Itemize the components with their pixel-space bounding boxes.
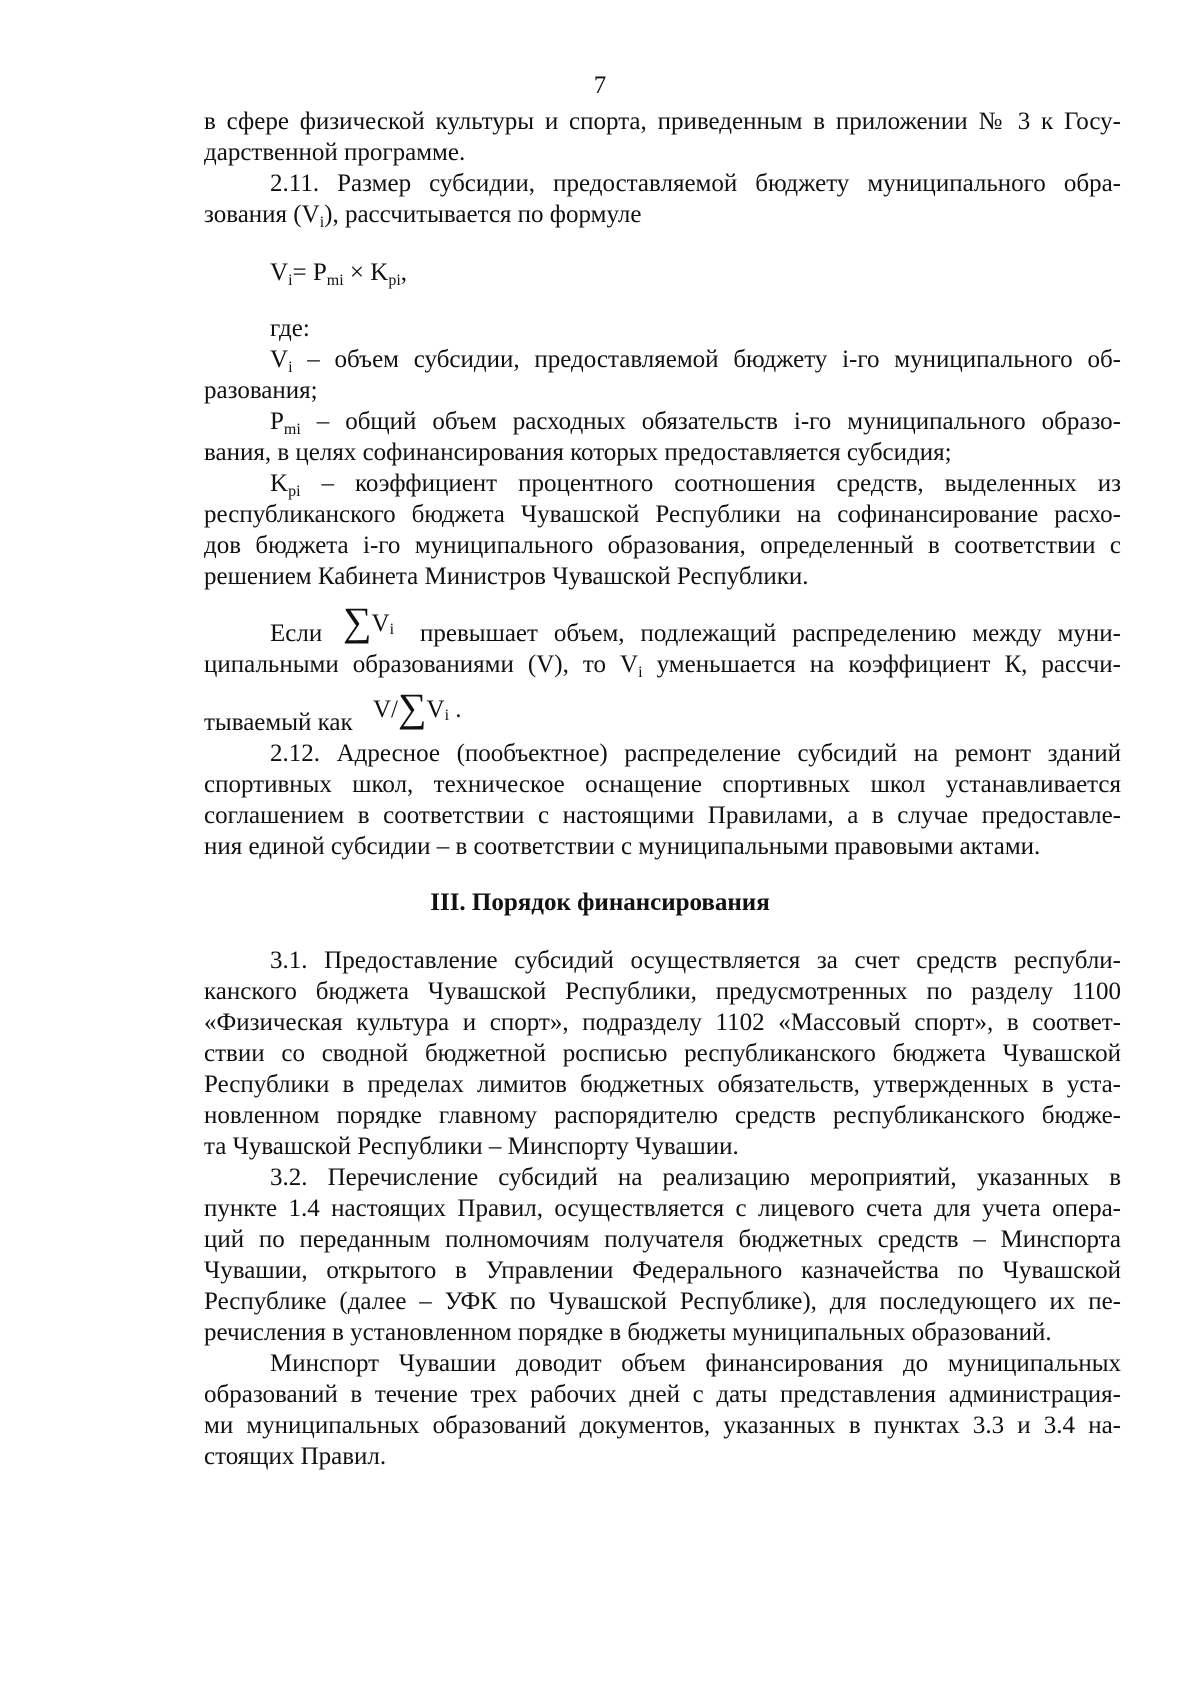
text-line: 2.12. Адресное (пообъектное) распределение субсидий на ремонт зданий xyxy=(270,740,1121,767)
text-line: в сфере физической культуры и спорта, приведенным в приложении № 3 к Госу- xyxy=(204,108,1121,135)
text-line: дарственной программе. xyxy=(204,139,466,166)
text-line: спортивных школ, техническое оснащение спортивных школ устанавливается xyxy=(204,771,1121,798)
text-line: разования; xyxy=(204,377,318,404)
text-line: канского бюджета Чувашской Республики, предусмотренных по разделу 1100 xyxy=(204,978,1121,1005)
text-line: Республики в пределах лимитов бюджетных обязательств, утвержденных в уста- xyxy=(204,1071,1121,1098)
section-heading: III. Порядок финансирования xyxy=(430,889,770,916)
text-line: ципальными образованиями (V), то $V_i$ уменьшается на коэффициент К, рассчи- xyxy=(204,651,1121,681)
text-line: зования $(V_i)$, рассчитывается по формуле xyxy=(204,201,642,231)
definition-line: $V_i$ – объем субсидии, предоставляемой бюджету i-го муниципального об- xyxy=(270,346,1121,376)
k-formula: $V/\sum V_i$ . xyxy=(373,685,462,730)
text-line: «Физическая культура и спорт», подразделу 1102 «Массовый спорт», в соответ- xyxy=(204,1009,1121,1036)
text-line: та Чувашской Республики – Минспорту Чувашии. xyxy=(204,1133,739,1160)
text-line: речисления в установленном порядке в бюджеты муниципальных образований. xyxy=(204,1319,1052,1346)
text-line: республиканского бюджета Чувашской Республики на софинансирование расхо- xyxy=(204,501,1121,528)
formula: $V_i= P_{mi} \times K_{pi}$, xyxy=(270,259,408,289)
sum-formula: $\sum V_i$ xyxy=(343,599,395,644)
text-line: 2.11. Размер субсидии, предоставляемой бюджету муниципального обра- xyxy=(270,170,1121,197)
text-line: образований в течение трех рабочих дней с даты представления администрация- xyxy=(204,1381,1121,1408)
text-line: 3.2. Перечисление субсидий на реализацию мероприятий, указанных в xyxy=(270,1164,1121,1191)
definition-line: $P_{mi}$ – общий объем расходных обязательств i-го муниципального образо- xyxy=(270,408,1121,438)
text-line: 3.1. Предоставление субсидий осуществляется за счет средств республи- xyxy=(270,947,1121,974)
text-line: Чувашии, открытого в Управлении Федерального казначейства по Чувашской xyxy=(204,1257,1121,1284)
text-line: стоящих Правил. xyxy=(204,1443,387,1470)
where-label: где: xyxy=(270,315,310,342)
text-line: дов бюджета i-го муниципального образования, определенный в соответствии с xyxy=(204,532,1121,559)
text-line: Если xyxy=(270,620,323,647)
text-line: ния единой субсидии – в соответствии с муниципальными правовыми актами. xyxy=(204,833,1041,860)
sigma-symbol: ∑ xyxy=(343,599,372,644)
sigma-symbol: ∑ xyxy=(398,685,427,730)
text-line: ми муниципальных образований документов, указанных в пунктах 3.3 и 3.4 на- xyxy=(204,1412,1121,1439)
page-number: 7 xyxy=(593,72,607,99)
text-line: ствии со сводной бюджетной росписью республиканского бюджета Чувашской xyxy=(204,1040,1121,1067)
text-line: новленном порядке главному распорядителю средств республиканского бюдже- xyxy=(204,1102,1121,1129)
text-line: пункте 1.4 настоящих Правил, осуществляется с лицевого счета для учета опера- xyxy=(204,1195,1121,1222)
text-line: вания, в целях софинансирования которых предоставляется субсидия; xyxy=(204,439,952,466)
text-line: превышает объем, подлежащий распределению между муни- xyxy=(420,620,1121,647)
text-line: тываемый как xyxy=(204,709,353,736)
text-line: Республике (далее – УФК по Чувашской Республике), для последующего их пе- xyxy=(204,1288,1121,1315)
text-line: решением Кабинета Министров Чувашской Республики. xyxy=(204,563,809,590)
text-line: Минспорт Чувашии доводит объем финансирования до муниципальных xyxy=(270,1350,1121,1377)
text-line: ций по переданным полномочиям получателя бюджетных средств – Минспорта xyxy=(204,1226,1121,1253)
definition-line: $K_{pi}$ – коэффициент процентного соотношения средств, выделенных из xyxy=(270,470,1121,500)
text-line: соглашением в соответствии с настоящими Правилами, а в случае предоставле- xyxy=(204,802,1121,829)
